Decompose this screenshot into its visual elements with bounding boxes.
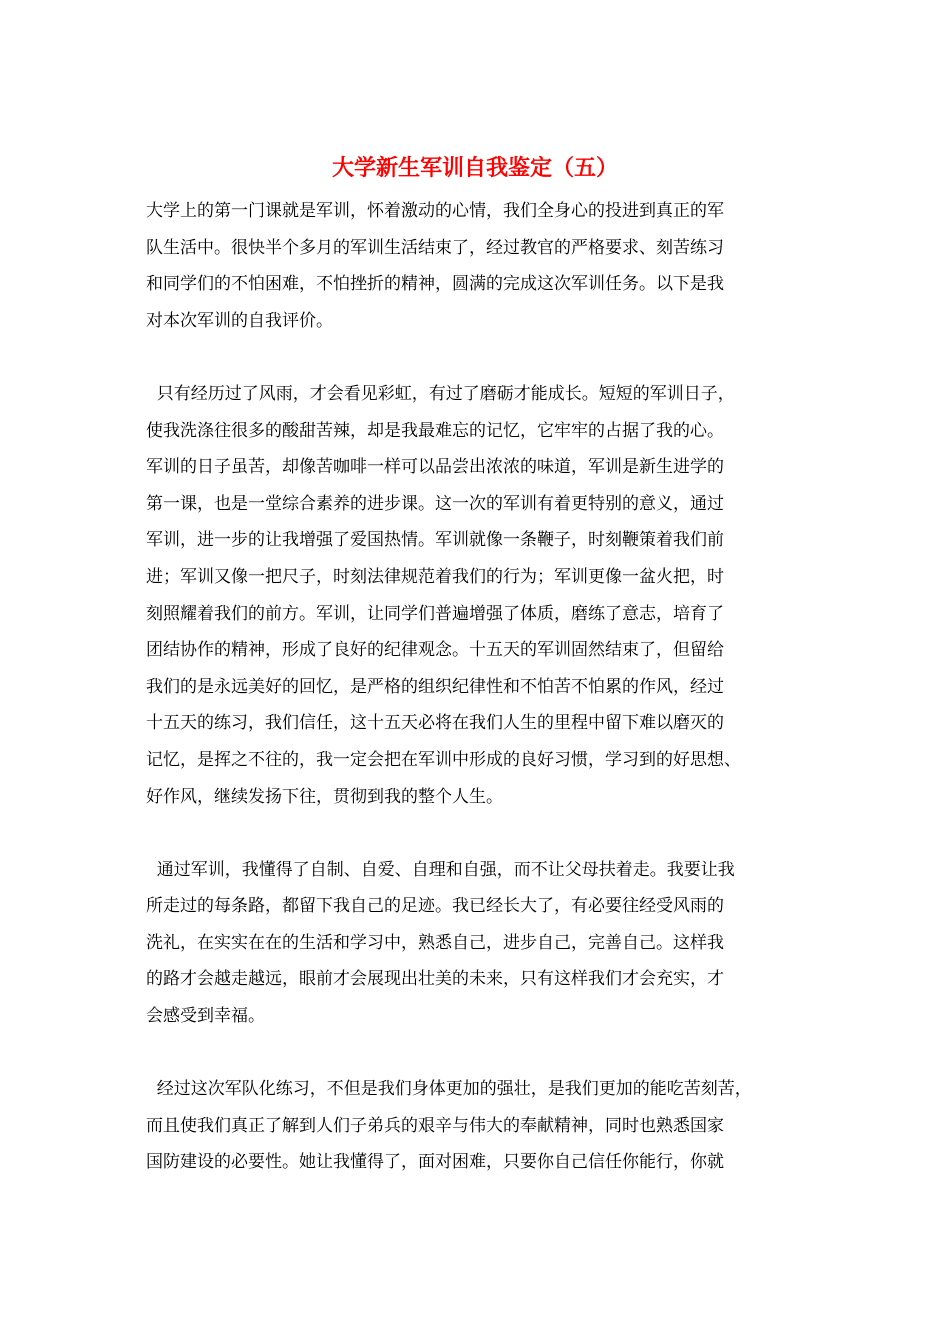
text-line: 所走过的每条路，都留下我自己的足迹。我已经长大了，有必要往经受风雨的 (146, 896, 724, 917)
paragraph-gap (146, 339, 836, 376)
text-line: 对本次军训的自我评价。 (146, 310, 333, 331)
text-line: 团结协作的精神，形成了良好的纪律观念。十五天的军训固然结束了，但留给 (146, 640, 724, 661)
paragraph-4 (146, 1071, 836, 1181)
text-line: 好作风，继续发扬下往，贯彻到我的整个人生。 (146, 786, 503, 807)
document-body (146, 193, 836, 1181)
text-line: 十五天的练习，我们信任，这十五天必将在我们人生的里程中留下难以磨灭的 (146, 713, 724, 734)
text-line: 军训，进一步的让我增强了爱国热情。军训就像一条鞭子，时刻鞭策着我们前 (146, 530, 724, 551)
text-line: 进；军训又像一把尺子，时刻法律规范着我们的行为；军训更像一盆火把，时 (146, 566, 724, 587)
paragraph-1 (146, 193, 836, 339)
text-line: 而且使我们真正了解到人们子弟兵的艰辛与伟大的奉献精神，同时也熟悉国家 (146, 1115, 724, 1136)
text-line: 洗礼，在实实在在的生活和学习中，熟悉自己，进步自己，完善自己。这样我 (146, 932, 724, 953)
text-line: 会感受到幸福。 (146, 1006, 265, 1027)
paragraph-gap (146, 815, 836, 852)
text-line: 刻照耀着我们的前方。军训，让同学们普遍增强了体质，磨练了意志，培育了 (146, 603, 724, 624)
text-line: 经过这次军队化练习，不但是我们身体更加的强壮，是我们更加的能吃苦刻苦， (146, 1079, 752, 1100)
text-line: 大学上的第一门课就是军训，怀着激动的心情，我们全身心的投进到真正的军 (146, 201, 724, 221)
text-line: 我们的是永远美好的回忆，是严格的组织纪律性和不怕苦不怕累的作风，经过 (146, 676, 724, 697)
text-line: 只有经历过了风雨，才会看见彩虹，有过了磨砺才能成长。短短的军训日子， (146, 383, 735, 404)
text-line: 通过军训，我懂得了自制、自爱、自理和自强，而不让父母扶着走。我要让我 (146, 859, 735, 880)
text-line: 第一课，也是一堂综合素养的进步课。这一次的军训有着更特别的意义，通过 (146, 493, 724, 514)
text-line: 队生活中。很快半个多月的军训生活结束了，经过教官的严格要求、刻苦练习 (146, 237, 724, 258)
text-line: 国防建设的必要性。她让我懂得了，面对困难，只要你自己信任你能行，你就 (146, 1152, 724, 1173)
document-title: 大学新生军训自我鉴定（五） (331, 155, 618, 181)
paragraph-3 (146, 852, 836, 1035)
text-line: 的路才会越走越远，眼前才会展现出壮美的未来，只有这样我们才会充实，才 (146, 969, 724, 990)
paragraph-gap (146, 1035, 836, 1072)
text-line: 使我洗涤往很多的酸甜苦辣，却是我最难忘的记忆，它牢牢的占据了我的心。 (146, 420, 724, 441)
paragraph-2 (146, 376, 836, 815)
text-line: 和同学们的不怕困难，不怕挫折的精神，圆满的完成这次军训任务。以下是我 (146, 274, 724, 295)
text-line: 记忆，是挥之不往的，我一定会把在军训中形成的良好习惯，学习到的好思想、 (146, 749, 741, 770)
text-line: 军训的日子虽苦，却像苦咖啡一样可以品尝出浓浓的味道，军训是新生进学的 (146, 457, 724, 478)
